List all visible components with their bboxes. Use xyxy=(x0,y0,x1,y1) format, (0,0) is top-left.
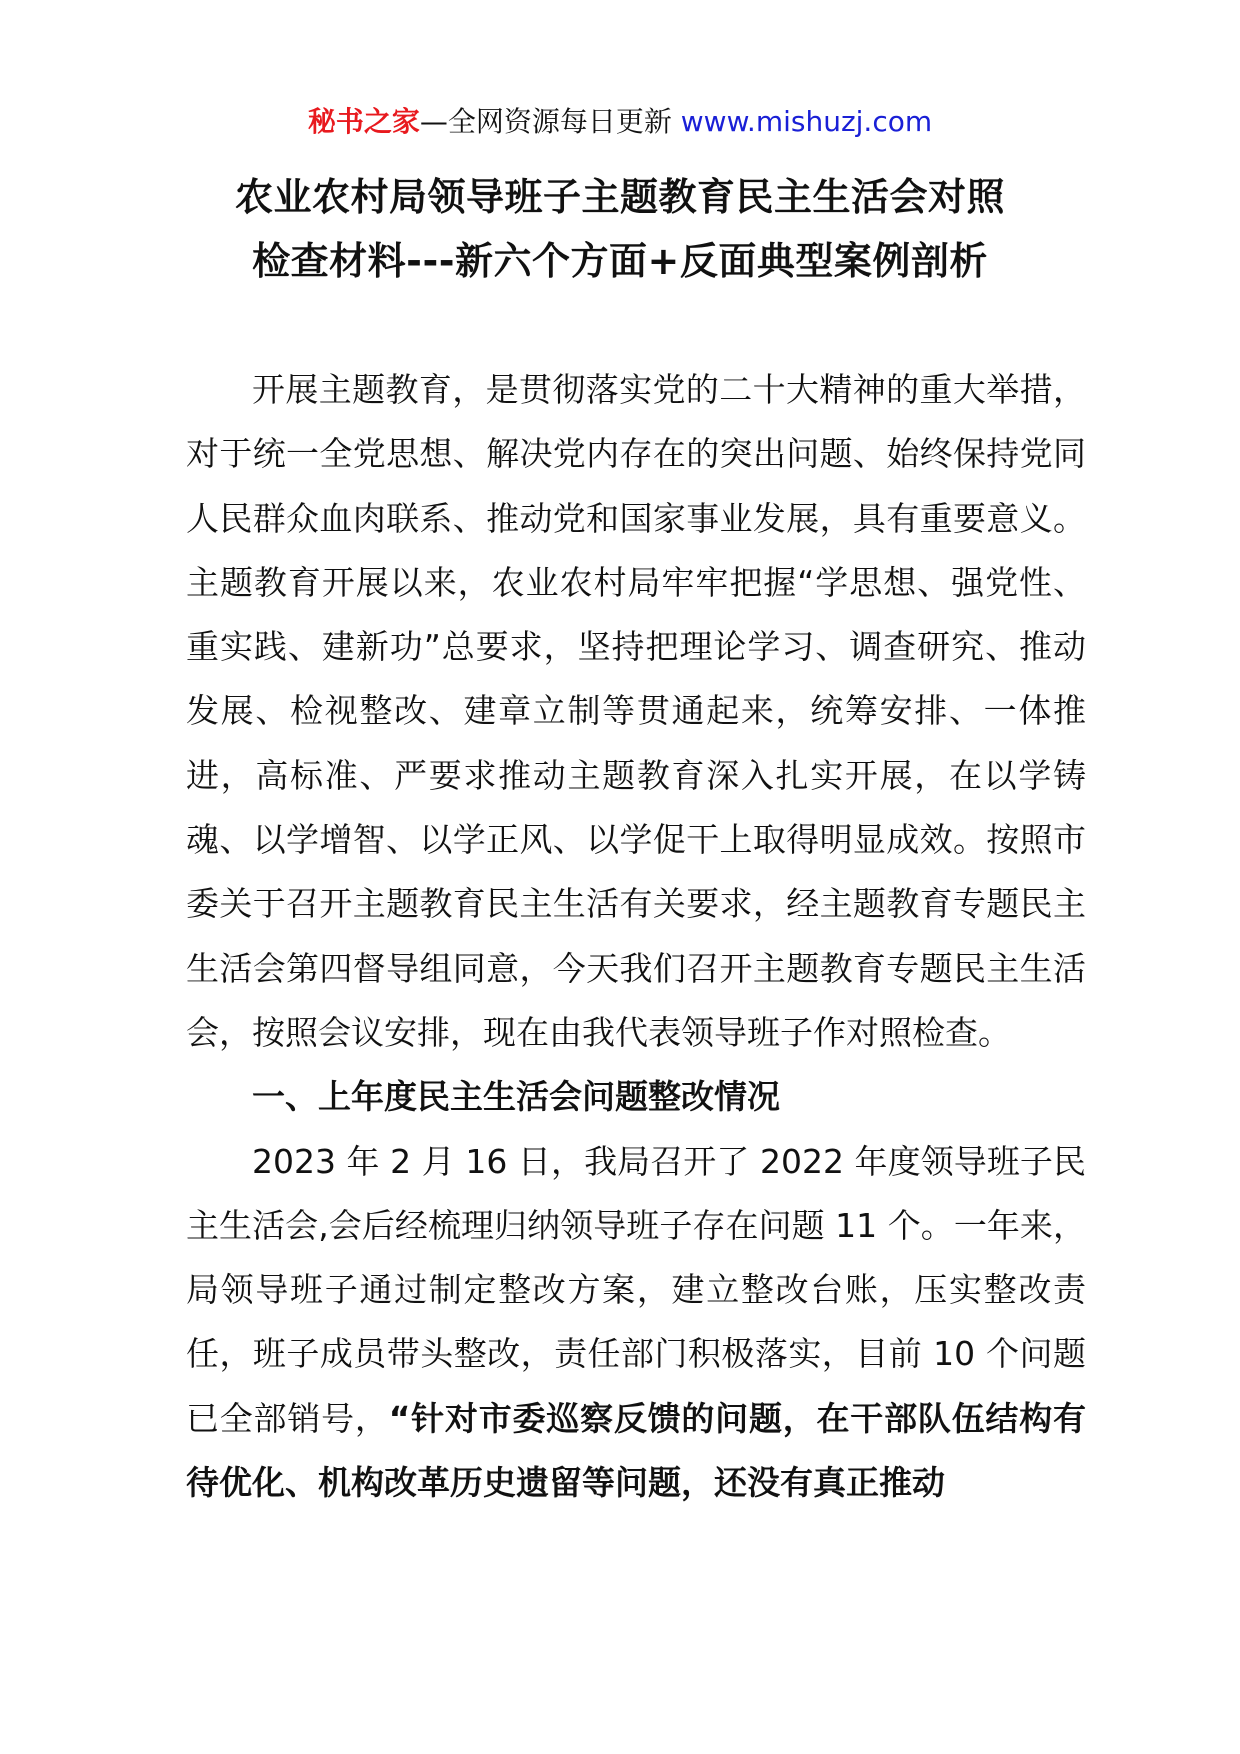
intro-paragraph: 开展主题教育，是贯彻落实党的二十大精神的重大举措，对于统一全党思想、解决党内存在的突出问题、始终保持党同人民群众血肉联系、推动党和国家事业发展，具有重要意义。主题教育开展以来，农业农村局牢牢把握“学思想、强党性、重实践、建新功”总要求，坚持把理论学习、调查研究、推动发展、检视整改、建章立制等贯通起来，统筹安排、一体推进，高标准、严要求推动主题教育深入扎实开展，在以学铸魂、以学增智、以学正风、以学促干上取得明显成效。按照市委关于召开主题教育民主生活有关要求，经主题教育专题民主生活会第四督导组同意，今天我们召开主题教育专题民主生活会，按照会议安排，现在由我代表领导班子作对照检查。 xyxy=(186,370,1086,1052)
section-1-text: 2023 年 2 月 16 日，我局召开了 2022 年度领导班子民主生活会,会后经梳理归纳领导班子存在问题 11 个。一年来，局领导班子通过制定整改方案，建立整改台账，压实整改责任，班子成员带头整改，责任部门积极落实，目前 10 个问题已全部销号， xyxy=(186,1141,1086,1438)
site-url-link[interactable]: www.mishuzj.com xyxy=(680,105,933,138)
document-title xyxy=(0,165,1240,293)
site-header xyxy=(0,102,1240,142)
section-1-emphasis: “针对市委巡察反馈的问题，在干部队伍结构有待优化、机构改革历史遗留等问题，还没有真正推动 xyxy=(186,1398,1086,1503)
document-body xyxy=(186,358,1086,1515)
brand-name: 秘书之家 xyxy=(307,105,420,138)
section-1-paragraph xyxy=(186,1130,1086,1516)
header-tagline: —全网资源每日更新 xyxy=(419,105,681,138)
section-heading-1: 一、上年度民主生活会问题整改情况 xyxy=(252,1077,780,1117)
title-line-1: 农业农村局领导班子主题教育民主生活会对照 xyxy=(234,175,1005,219)
title-line-2: 检查材料---新六个方面+反面典型案例剖析 xyxy=(252,239,988,283)
